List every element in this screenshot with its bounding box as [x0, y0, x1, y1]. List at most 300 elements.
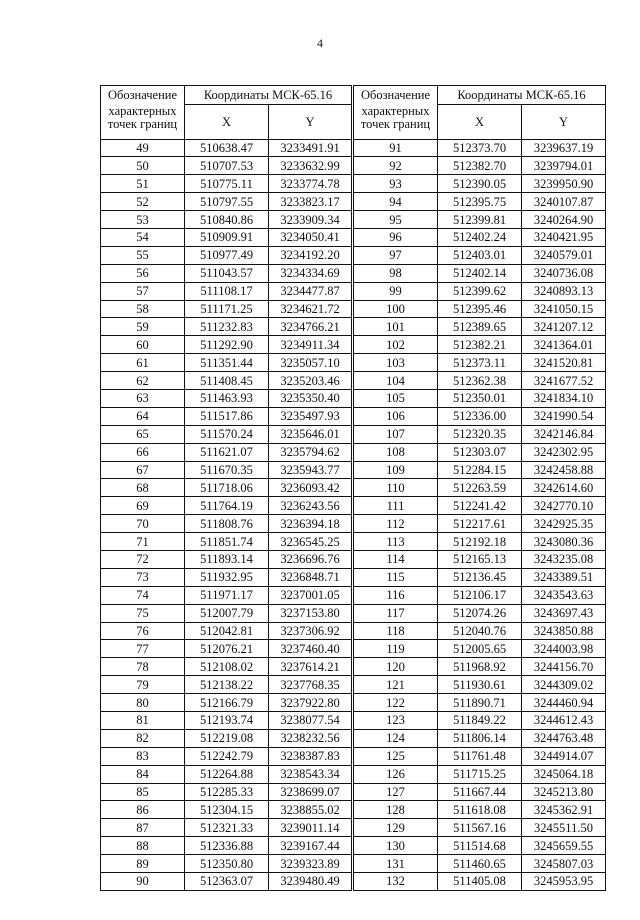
y-coordinate-cell: 3235350.40 — [269, 389, 352, 407]
y-coordinate-cell: 3245953.95 — [522, 873, 606, 891]
y-coordinate-cell: 3233632.99 — [269, 157, 352, 175]
table-body — [354, 139, 606, 890]
x-coordinate-cell: 511930.61 — [438, 676, 522, 694]
y-coordinate-cell: 3238699.07 — [269, 783, 352, 801]
x-coordinate-cell: 511463.93 — [185, 389, 269, 407]
x-coordinate-cell: 512399.62 — [438, 282, 522, 300]
x-coordinate-cell: 512336.00 — [438, 407, 522, 425]
y-coordinate-cell: 3240264.90 — [522, 211, 606, 229]
point-number-cell: 125 — [354, 747, 438, 765]
point-number-cell: 86 — [101, 801, 185, 819]
y-coordinate-cell: 3237001.05 — [269, 586, 352, 604]
point-number-cell: 74 — [101, 586, 185, 604]
y-coordinate-cell: 3236848.71 — [269, 568, 352, 586]
point-number-cell: 103 — [354, 354, 438, 372]
x-coordinate-cell: 511618.08 — [438, 801, 522, 819]
x-coordinate-cell: 511517.86 — [185, 407, 269, 425]
y-coordinate-cell: 3235057.10 — [269, 354, 352, 372]
y-coordinate-cell: 3240579.01 — [522, 246, 606, 264]
point-number-cell: 91 — [354, 139, 438, 157]
table-row — [354, 801, 606, 819]
x-coordinate-cell: 512395.46 — [438, 300, 522, 318]
point-number-cell: 113 — [354, 533, 438, 551]
point-number-cell: 117 — [354, 604, 438, 622]
point-number-cell: 124 — [354, 729, 438, 747]
y-coordinate-cell: 3236696.76 — [269, 550, 352, 568]
x-coordinate-cell: 511968.92 — [438, 658, 522, 676]
table-row — [101, 443, 352, 461]
point-number-cell: 96 — [354, 228, 438, 246]
x-coordinate-cell: 510707.53 — [185, 157, 269, 175]
table-row — [101, 586, 352, 604]
x-coordinate-cell: 512389.65 — [438, 318, 522, 336]
y-coordinate-cell: 3242614.60 — [522, 479, 606, 497]
point-number-cell: 50 — [101, 157, 185, 175]
coords-system-header: Координаты МСК-65.16 — [438, 86, 606, 105]
point-number-cell: 54 — [101, 228, 185, 246]
y-coordinate-cell: 3237306.92 — [269, 622, 352, 640]
table-row — [101, 228, 352, 246]
point-number-cell: 60 — [101, 336, 185, 354]
x-coordinate-cell: 512336.88 — [185, 837, 269, 855]
y-coordinate-cell: 3239637.19 — [522, 139, 606, 157]
y-coordinate-cell: 3236093.42 — [269, 479, 352, 497]
x-coordinate-cell: 512241.42 — [438, 497, 522, 515]
point-number-cell: 71 — [101, 533, 185, 551]
point-number-cell: 52 — [101, 193, 185, 211]
y-coordinate-cell: 3245064.18 — [522, 765, 606, 783]
table-row — [101, 282, 352, 300]
table-row — [101, 676, 352, 694]
x-coordinate-cell: 512108.02 — [185, 658, 269, 676]
y-coordinate-cell: 3244309.02 — [522, 676, 606, 694]
point-number-cell: 77 — [101, 640, 185, 658]
x-coordinate-cell: 511408.45 — [185, 372, 269, 390]
x-coordinate-cell: 512106.17 — [438, 586, 522, 604]
x-coordinate-cell: 510977.49 — [185, 246, 269, 264]
table-row — [354, 193, 606, 211]
table-row — [101, 604, 352, 622]
x-coordinate-cell: 512136.45 — [438, 568, 522, 586]
point-number-cell: 88 — [101, 837, 185, 855]
y-coordinate-cell: 3237768.35 — [269, 676, 352, 694]
x-coordinate-cell: 511808.76 — [185, 515, 269, 533]
x-coordinate-cell: 511932.95 — [185, 568, 269, 586]
point-number-cell: 109 — [354, 461, 438, 479]
point-number-cell: 62 — [101, 372, 185, 390]
y-coordinate-cell: 3234766.21 — [269, 318, 352, 336]
y-column-header: Y — [522, 105, 606, 140]
table-row — [101, 193, 352, 211]
y-coordinate-cell: 3233823.17 — [269, 193, 352, 211]
y-coordinate-cell: 3238077.54 — [269, 712, 352, 730]
y-coordinate-cell: 3234477.87 — [269, 282, 352, 300]
x-coordinate-cell: 512403.01 — [438, 246, 522, 264]
y-coordinate-cell: 3239794.01 — [522, 157, 606, 175]
x-coordinate-cell: 512390.05 — [438, 175, 522, 193]
y-coordinate-cell: 3234050.41 — [269, 228, 352, 246]
y-coordinate-cell: 3244003.98 — [522, 640, 606, 658]
point-number-cell: 130 — [354, 837, 438, 855]
point-number-cell: 61 — [101, 354, 185, 372]
point-number-cell: 132 — [354, 873, 438, 891]
y-coordinate-cell: 3242302.95 — [522, 443, 606, 461]
table-row — [354, 712, 606, 730]
y-coordinate-cell: 3238232.56 — [269, 729, 352, 747]
y-coordinate-cell: 3240421.95 — [522, 228, 606, 246]
table-row — [101, 622, 352, 640]
table-row — [101, 640, 352, 658]
x-coordinate-cell: 512363.07 — [185, 873, 269, 891]
table-row — [354, 443, 606, 461]
point-number-cell: 127 — [354, 783, 438, 801]
table-row — [354, 783, 606, 801]
x-coordinate-cell: 512373.70 — [438, 139, 522, 157]
point-number-cell: 75 — [101, 604, 185, 622]
y-coordinate-cell: 3240893.13 — [522, 282, 606, 300]
y-coordinate-cell: 3238387.83 — [269, 747, 352, 765]
page-number: 4 — [317, 36, 323, 50]
x-coordinate-cell: 512166.79 — [185, 694, 269, 712]
table-row — [101, 211, 352, 229]
table-row — [101, 318, 352, 336]
table-row — [101, 658, 352, 676]
table-row — [101, 139, 352, 157]
x-coordinate-cell: 511670.35 — [185, 461, 269, 479]
table-row — [101, 157, 352, 175]
y-coordinate-cell: 3245659.55 — [522, 837, 606, 855]
x-coordinate-cell: 512219.08 — [185, 729, 269, 747]
x-coordinate-cell: 512402.14 — [438, 264, 522, 282]
point-number-cell: 129 — [354, 819, 438, 837]
point-number-cell: 81 — [101, 712, 185, 730]
x-coordinate-cell: 511405.08 — [438, 873, 522, 891]
table-row — [354, 407, 606, 425]
x-coordinate-cell: 512074.26 — [438, 604, 522, 622]
x-coordinate-cell: 512382.21 — [438, 336, 522, 354]
table-row — [354, 873, 606, 891]
y-coordinate-cell: 3239480.49 — [269, 873, 352, 891]
table-row — [101, 372, 352, 390]
point-number-cell: 95 — [354, 211, 438, 229]
y-coordinate-cell: 3241520.81 — [522, 354, 606, 372]
y-coordinate-cell: 3234911.34 — [269, 336, 352, 354]
x-coordinate-cell: 512320.35 — [438, 425, 522, 443]
table-row — [101, 246, 352, 264]
table-row — [354, 533, 606, 551]
y-coordinate-cell: 3243697.43 — [522, 604, 606, 622]
x-coordinate-cell: 511570.24 — [185, 425, 269, 443]
point-number-cell: 107 — [354, 425, 438, 443]
table-row — [101, 175, 352, 193]
point-number-cell: 112 — [354, 515, 438, 533]
table-row — [101, 568, 352, 586]
table-row — [101, 729, 352, 747]
table-row — [354, 622, 606, 640]
point-number-cell: 76 — [101, 622, 185, 640]
table-row — [101, 497, 352, 515]
x-coordinate-cell: 512193.74 — [185, 712, 269, 730]
table-row — [101, 336, 352, 354]
x-coordinate-cell: 512264.88 — [185, 765, 269, 783]
point-number-cell: 123 — [354, 712, 438, 730]
y-coordinate-cell: 3237153.80 — [269, 604, 352, 622]
x-coordinate-cell: 511715.25 — [438, 765, 522, 783]
table-row — [101, 407, 352, 425]
table-row — [101, 712, 352, 730]
point-number-cell: 94 — [354, 193, 438, 211]
x-coordinate-cell: 512321.33 — [185, 819, 269, 837]
x-coordinate-cell: 512402.24 — [438, 228, 522, 246]
point-number-cell: 70 — [101, 515, 185, 533]
point-number-cell: 115 — [354, 568, 438, 586]
x-coordinate-cell: 511043.57 — [185, 264, 269, 282]
y-coordinate-cell: 3244460.94 — [522, 694, 606, 712]
x-coordinate-cell: 511514.68 — [438, 837, 522, 855]
table-row — [354, 729, 606, 747]
point-number-cell: 111 — [354, 497, 438, 515]
x-coordinate-cell: 512007.79 — [185, 604, 269, 622]
x-coordinate-cell: 512192.18 — [438, 533, 522, 551]
table-row — [354, 640, 606, 658]
point-number-cell: 79 — [101, 676, 185, 694]
point-number-cell: 108 — [354, 443, 438, 461]
table-row — [354, 461, 606, 479]
point-number-cell: 80 — [101, 694, 185, 712]
y-coordinate-cell: 3238543.34 — [269, 765, 352, 783]
y-coordinate-cell: 3245511.50 — [522, 819, 606, 837]
point-number-cell: 72 — [101, 550, 185, 568]
table-row — [354, 676, 606, 694]
table-row — [101, 354, 352, 372]
x-coordinate-cell: 512350.01 — [438, 389, 522, 407]
y-coordinate-cell: 3237922.80 — [269, 694, 352, 712]
table-row — [354, 336, 606, 354]
table-row — [354, 318, 606, 336]
point-label-subheader: характерных точек границ — [354, 105, 438, 140]
table-row — [101, 819, 352, 837]
y-coordinate-cell: 3242458.88 — [522, 461, 606, 479]
table-row — [354, 658, 606, 676]
x-coordinate-cell: 512263.59 — [438, 479, 522, 497]
point-number-cell: 105 — [354, 389, 438, 407]
x-coordinate-cell: 512217.61 — [438, 515, 522, 533]
y-coordinate-cell: 3245362.91 — [522, 801, 606, 819]
point-number-cell: 92 — [354, 157, 438, 175]
y-coordinate-cell: 3243080.36 — [522, 533, 606, 551]
point-number-cell: 116 — [354, 586, 438, 604]
table-row — [101, 550, 352, 568]
x-coordinate-cell: 511171.25 — [185, 300, 269, 318]
y-coordinate-cell: 3233491.91 — [269, 139, 352, 157]
x-coordinate-cell: 512303.07 — [438, 443, 522, 461]
table-row — [354, 372, 606, 390]
x-coordinate-cell: 512395.75 — [438, 193, 522, 211]
x-coordinate-cell: 511761.48 — [438, 747, 522, 765]
x-coordinate-cell: 512042.81 — [185, 622, 269, 640]
table-row — [354, 550, 606, 568]
x-column-header: X — [185, 105, 269, 140]
point-number-cell: 104 — [354, 372, 438, 390]
x-coordinate-cell: 512005.65 — [438, 640, 522, 658]
point-number-cell: 63 — [101, 389, 185, 407]
x-coordinate-cell: 511667.44 — [438, 783, 522, 801]
point-number-cell: 83 — [101, 747, 185, 765]
y-coordinate-cell: 3240736.08 — [522, 264, 606, 282]
table-row — [354, 228, 606, 246]
point-number-cell: 68 — [101, 479, 185, 497]
x-coordinate-cell: 511849.22 — [438, 712, 522, 730]
table-body — [101, 139, 352, 890]
point-number-cell: 58 — [101, 300, 185, 318]
y-coordinate-cell: 3235203.46 — [269, 372, 352, 390]
x-coordinate-cell: 510840.86 — [185, 211, 269, 229]
y-coordinate-cell: 3235646.01 — [269, 425, 352, 443]
point-number-cell: 87 — [101, 819, 185, 837]
table-row — [101, 855, 352, 873]
x-coordinate-cell: 512285.33 — [185, 783, 269, 801]
y-coordinate-cell: 3235943.77 — [269, 461, 352, 479]
point-number-cell: 119 — [354, 640, 438, 658]
point-number-cell: 53 — [101, 211, 185, 229]
x-coordinate-cell: 511351.44 — [185, 354, 269, 372]
table-row — [354, 604, 606, 622]
point-number-cell: 120 — [354, 658, 438, 676]
y-coordinate-cell: 3240107.87 — [522, 193, 606, 211]
point-label-header: Обозначение — [354, 86, 438, 105]
table-row — [101, 461, 352, 479]
table-row — [101, 300, 352, 318]
point-number-cell: 102 — [354, 336, 438, 354]
x-coordinate-cell: 511806.14 — [438, 729, 522, 747]
y-coordinate-cell: 3241677.52 — [522, 372, 606, 390]
y-column-header: Y — [269, 105, 352, 140]
point-number-cell: 82 — [101, 729, 185, 747]
x-coordinate-cell: 511718.06 — [185, 479, 269, 497]
table-row — [101, 389, 352, 407]
table-row — [101, 765, 352, 783]
y-coordinate-cell: 3239167.44 — [269, 837, 352, 855]
table-row — [354, 515, 606, 533]
table-row — [354, 479, 606, 497]
x-coordinate-cell: 511890.71 — [438, 694, 522, 712]
table-row — [354, 425, 606, 443]
point-number-cell: 101 — [354, 318, 438, 336]
x-coordinate-cell: 510775.11 — [185, 175, 269, 193]
x-coordinate-cell: 512350.80 — [185, 855, 269, 873]
y-coordinate-cell: 3235497.93 — [269, 407, 352, 425]
y-coordinate-cell: 3244156.70 — [522, 658, 606, 676]
x-coordinate-cell: 512242.79 — [185, 747, 269, 765]
y-coordinate-cell: 3233774.78 — [269, 175, 352, 193]
point-number-cell: 49 — [101, 139, 185, 157]
x-coordinate-cell: 510638.47 — [185, 139, 269, 157]
table-row — [101, 801, 352, 819]
table-row — [101, 479, 352, 497]
table-row — [354, 568, 606, 586]
y-coordinate-cell: 3239011.14 — [269, 819, 352, 837]
point-number-cell: 64 — [101, 407, 185, 425]
point-number-cell: 126 — [354, 765, 438, 783]
table-row — [354, 264, 606, 282]
table-row — [101, 837, 352, 855]
y-coordinate-cell: 3243850.88 — [522, 622, 606, 640]
x-coordinate-cell: 511108.17 — [185, 282, 269, 300]
point-number-cell: 89 — [101, 855, 185, 873]
y-coordinate-cell: 3236545.25 — [269, 533, 352, 551]
y-coordinate-cell: 3238855.02 — [269, 801, 352, 819]
y-coordinate-cell: 3243543.63 — [522, 586, 606, 604]
x-coordinate-cell: 511292.90 — [185, 336, 269, 354]
table-row — [101, 264, 352, 282]
point-number-cell: 114 — [354, 550, 438, 568]
y-coordinate-cell: 3242146.84 — [522, 425, 606, 443]
x-coordinate-cell: 512076.21 — [185, 640, 269, 658]
x-coordinate-cell: 512304.15 — [185, 801, 269, 819]
table-row — [354, 300, 606, 318]
x-coordinate-cell: 512284.15 — [438, 461, 522, 479]
table-row — [101, 783, 352, 801]
x-coordinate-cell: 512373.11 — [438, 354, 522, 372]
y-coordinate-cell: 3242770.10 — [522, 497, 606, 515]
point-number-cell: 65 — [101, 425, 185, 443]
x-coordinate-cell: 511851.74 — [185, 533, 269, 551]
x-coordinate-cell: 512382.70 — [438, 157, 522, 175]
y-coordinate-cell: 3237614.21 — [269, 658, 352, 676]
point-number-cell: 118 — [354, 622, 438, 640]
y-coordinate-cell: 3244612.43 — [522, 712, 606, 730]
point-number-cell: 55 — [101, 246, 185, 264]
y-coordinate-cell: 3234192.20 — [269, 246, 352, 264]
point-number-cell: 51 — [101, 175, 185, 193]
coords-system-header: Координаты МСК-65.16 — [185, 86, 352, 105]
point-label-subheader: характерных точек границ — [101, 105, 185, 140]
table-row — [354, 586, 606, 604]
table-row — [354, 694, 606, 712]
y-coordinate-cell: 3235794.62 — [269, 443, 352, 461]
table-row — [354, 157, 606, 175]
table-row — [354, 246, 606, 264]
y-coordinate-cell: 3241207.12 — [522, 318, 606, 336]
point-number-cell: 73 — [101, 568, 185, 586]
y-coordinate-cell: 3244763.48 — [522, 729, 606, 747]
point-number-cell: 99 — [354, 282, 438, 300]
y-coordinate-cell: 3242925.35 — [522, 515, 606, 533]
table-row — [101, 515, 352, 533]
point-number-cell: 67 — [101, 461, 185, 479]
x-coordinate-cell: 511460.65 — [438, 855, 522, 873]
y-coordinate-cell: 3243235.08 — [522, 550, 606, 568]
y-coordinate-cell: 3239950.90 — [522, 175, 606, 193]
y-coordinate-cell: 3236394.18 — [269, 515, 352, 533]
point-number-cell: 122 — [354, 694, 438, 712]
point-number-cell: 66 — [101, 443, 185, 461]
x-coordinate-cell: 511764.19 — [185, 497, 269, 515]
x-column-header: X — [438, 105, 522, 140]
point-number-cell: 100 — [354, 300, 438, 318]
y-coordinate-cell: 3241050.15 — [522, 300, 606, 318]
x-coordinate-cell: 512040.76 — [438, 622, 522, 640]
point-number-cell: 128 — [354, 801, 438, 819]
table-row — [101, 425, 352, 443]
point-number-cell: 85 — [101, 783, 185, 801]
x-coordinate-cell: 511971.17 — [185, 586, 269, 604]
table-row — [354, 765, 606, 783]
y-coordinate-cell: 3244914.07 — [522, 747, 606, 765]
coordinates-table-right — [353, 85, 606, 891]
point-number-cell: 57 — [101, 282, 185, 300]
point-number-cell: 121 — [354, 676, 438, 694]
